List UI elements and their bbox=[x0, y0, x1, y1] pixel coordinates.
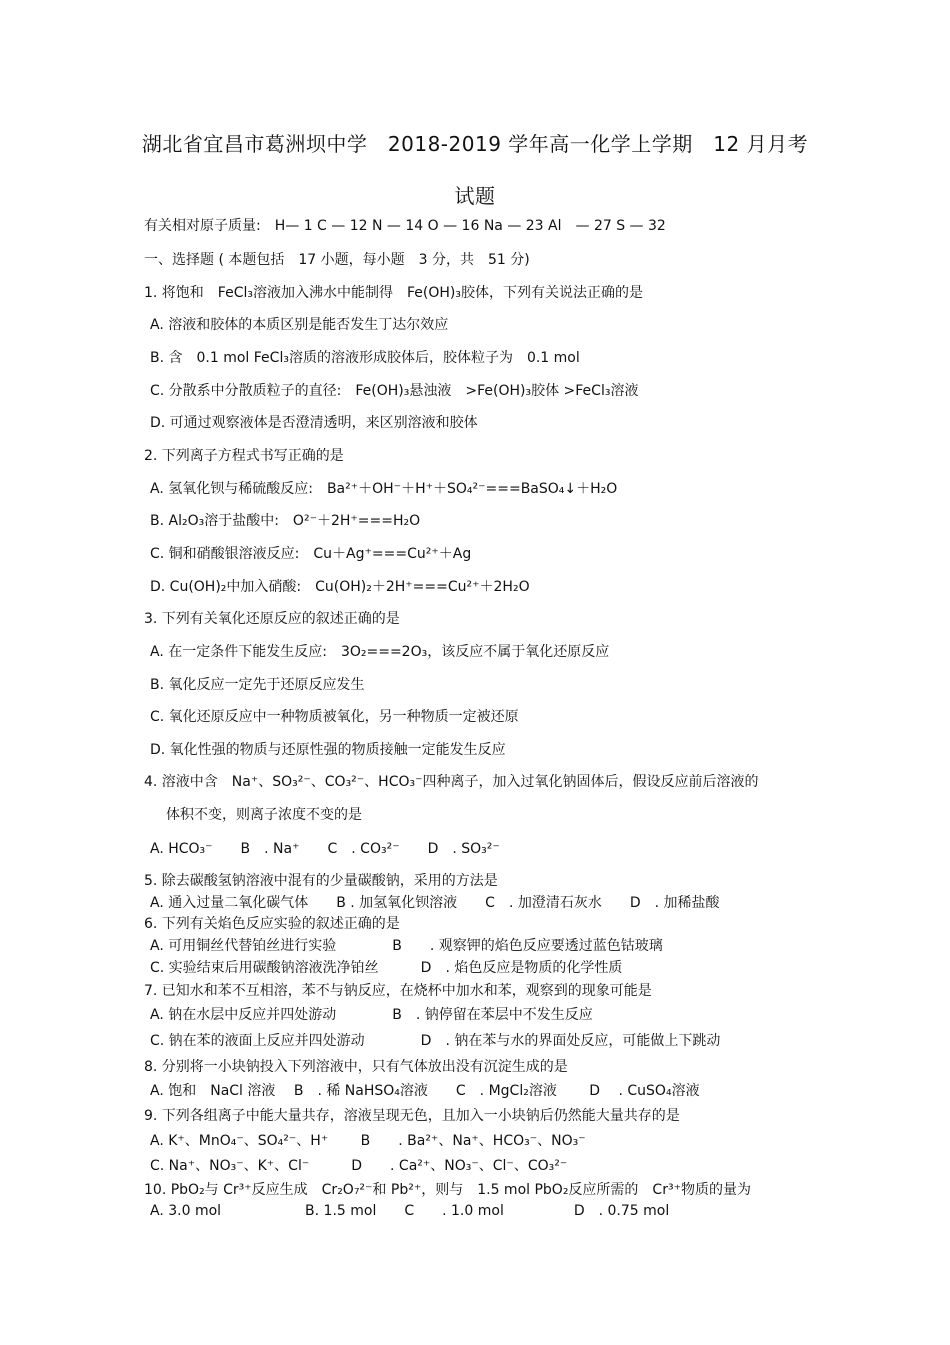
question-2: 2. 下列离子方程式书写正确的是 bbox=[144, 448, 344, 464]
question-4-cont: 体积不变，则离子浓度不变的是 bbox=[166, 807, 362, 823]
q1-option-a: A. 溶液和胶体的本质区别是能否发生丁达尔效应 bbox=[150, 317, 449, 333]
q8-options: A. 饱和 NaCl 溶液 B . 稀 NaHSO₄溶液 C . MgCl₂溶液 D . CuSO₄溶液 bbox=[150, 1083, 700, 1099]
q1-option-d: D. 可通过观察液体是否澄清透明，来区别溶液和胶体 bbox=[150, 415, 478, 431]
exam-title: 湖北省宜昌市葛洲坝中学 2018-2019 学年高一化学上学期 12 月月考 bbox=[141, 132, 809, 156]
question-9: 9. 下列各组离子中能大量共存，溶液呈现无色，且加入一小块钠后仍然能大量共存的是 bbox=[144, 1108, 680, 1124]
atomic-masses: 有关相对原子质量: H— 1 C — 12 N — 14 O — 16 Na — 23 Al — 27 S — 32 bbox=[144, 218, 666, 234]
question-3: 3. 下列有关氧化还原反应的叙述正确的是 bbox=[144, 611, 400, 627]
q6-options-ab: A. 可用铜丝代替铂丝进行实验 B . 观察钾的焰色反应要透过蓝色钴玻璃 bbox=[150, 938, 663, 954]
q3-option-c: C. 氧化还原反应中一种物质被氧化，另一种物质一定被还原 bbox=[150, 709, 519, 725]
q2-option-c: C. 铜和硝酸银溶液反应: Cu＋Ag⁺===Cu²⁺＋Ag bbox=[150, 546, 472, 562]
q3-option-d: D. 氧化性强的物质与还原性强的物质接触一定能发生反应 bbox=[150, 742, 506, 758]
exam-title-cont: 试题 bbox=[454, 184, 496, 208]
q10-options: A. 3.0 mol B. 1.5 mol C . 1.0 mol D . 0.75 mol bbox=[150, 1203, 670, 1219]
q2-option-a: A. 氢氧化钡与稀硫酸反应: Ba²⁺＋OH⁻＋H⁺＋SO₄²⁻===BaSO₄↓＋H₂O bbox=[150, 481, 618, 497]
q1-option-c: C. 分散系中分散质粒子的直径: Fe(OH)₃悬浊液 >Fe(OH)₃胶体 >FeCl₃溶液 bbox=[150, 383, 639, 399]
q4-options: A. HCO₃⁻ B . Na⁺ C . CO₃²⁻ D . SO₃²⁻ bbox=[150, 841, 500, 857]
q2-option-b: B. Al₂O₃溶于盐酸中: O²⁻＋2H⁺===H₂O bbox=[150, 513, 421, 529]
q3-option-a: A. 在一定条件下能发生反应: 3O₂===2O₃，该反应不属于氧化还原反应 bbox=[150, 644, 610, 660]
q9-options-cd: C. Na⁺、NO₃⁻、K⁺、Cl⁻ D . Ca²⁺、NO₃⁻、Cl⁻、CO₃²⁻ bbox=[150, 1158, 568, 1174]
question-4: 4. 溶液中含 Na⁺、SO₃²⁻、CO₃²⁻、HCO₃⁻四种离子，加入过氧化钠固体后，假设反应前后溶液的 bbox=[144, 774, 759, 790]
q3-option-b: B. 氧化反应一定先于还原反应发生 bbox=[150, 677, 365, 693]
q9-options-ab: A. K⁺、MnO₄⁻、SO₄²⁻、H⁺ B . Ba²⁺、Na⁺、HCO₃⁻、NO₃⁻ bbox=[150, 1133, 586, 1149]
q7-options-cd: C. 钠在苯的液面上反应并四处游动 D . 钠在苯与水的界面处反应，可能做上下跳动 bbox=[150, 1033, 721, 1049]
q2-option-d: D. Cu(OH)₂中加入硝酸: Cu(OH)₂＋2H⁺===Cu²⁺＋2H₂O bbox=[150, 579, 530, 595]
q5-options: A. 通入过量二氧化碳气体 B . 加氢氧化钡溶液 C . 加澄清石灰水 D . 加稀盐酸 bbox=[150, 895, 720, 911]
q6-options-cd: C. 实验结束后用碳酸钠溶液洗净铂丝 D . 焰色反应是物质的化学性质 bbox=[150, 960, 623, 976]
question-5: 5. 除去碳酸氢钠溶液中混有的少量碳酸钠，采用的方法是 bbox=[144, 873, 498, 889]
q7-options-ab: A. 钠在水层中反应并四处游动 B . 钠停留在苯层中不发生反应 bbox=[150, 1007, 593, 1023]
question-10: 10. PbO₂与 Cr³⁺反应生成 Cr₂O₇²⁻和 Pb²⁺，则与 1.5 mol PbO₂反应所需的 Cr³⁺物质的量为 bbox=[144, 1182, 751, 1198]
question-8: 8. 分别将一小块钠投入下列溶液中，只有气体放出没有沉淀生成的是 bbox=[144, 1059, 568, 1075]
q1-option-b: B. 含 0.1 mol FeCl₃溶质的溶液形成胶体后，胶体粒子为 0.1 mol bbox=[150, 350, 580, 366]
question-1: 1. 将饱和 FeCl₃溶液加入沸水中能制得 Fe(OH)₃胶体，下列有关说法正确的是 bbox=[144, 285, 643, 301]
question-7: 7. 已知水和苯不互相溶，苯不与钠反应，在烧杯中加水和苯，观察到的现象可能是 bbox=[144, 983, 652, 999]
question-6: 6. 下列有关焰色反应实验的叙述正确的是 bbox=[144, 916, 400, 932]
section-heading: 一、选择题 ( 本题包括 17 小题，每小题 3 分，共 51 分) bbox=[144, 252, 530, 268]
